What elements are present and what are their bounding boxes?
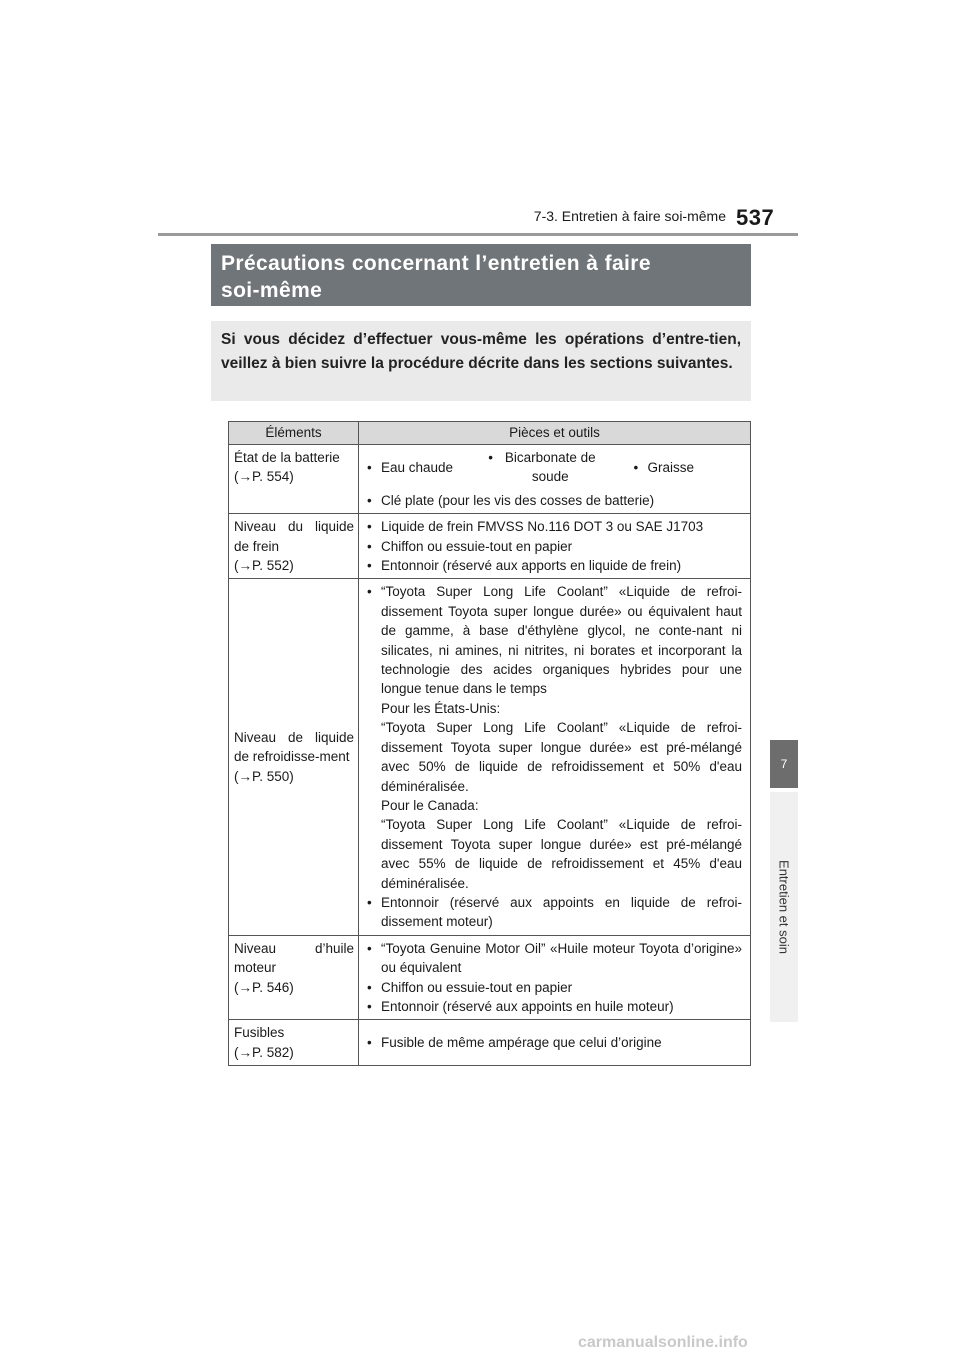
item-cell <box>229 579 359 935</box>
coolant-spec: • “Toyota Super Long Life Coolant” «Liquide de refroi-dissement Toyota super longue durée» ou équivalent haut de gamme, à base d'éthylène glycol, ne conte-nant ni silicates, ni amines, ni nitrites, ni borates et incorporant la technologie des acides organiques hybrides pour une longue tenue dans le temps <box>381 584 742 697</box>
table-row <box>229 514 751 579</box>
parts-cell <box>359 579 751 935</box>
parts-cell <box>359 1020 751 1066</box>
list-item: • Chiffon ou essuie-tout en papier <box>365 537 742 556</box>
page-number: 537 <box>736 205 775 230</box>
list-item: • Graisse <box>631 458 694 477</box>
section-title-line2: soi-même <box>221 279 323 302</box>
list-item: • Eau chaude <box>365 458 453 477</box>
page-reference: (→P. 552) <box>234 558 294 574</box>
table-row <box>229 579 751 935</box>
parts-list <box>365 517 742 575</box>
item-cell <box>229 1020 359 1066</box>
header-items: Éléments <box>229 422 359 445</box>
item-name: Niveau de liquide de refroidisse-ment <box>234 729 354 765</box>
section-title <box>211 244 751 306</box>
item-name: Niveau du liquide de frein <box>234 519 354 554</box>
parts-cell <box>359 935 751 1020</box>
parts-cell <box>359 445 751 514</box>
parts-list <box>365 491 742 510</box>
canada-label: Pour le Canada: <box>381 797 479 813</box>
item-name: Niveau d’huile moteur <box>234 940 354 976</box>
section-header: 7-3. Entretien à faire soi-même <box>533 208 726 224</box>
list-item: • “Toyota Genuine Motor Oil” «Huile moteur Toyota d’origine» ou équivalent <box>365 939 742 978</box>
parts-list <box>365 582 742 931</box>
item-cell <box>229 514 359 579</box>
canada-coolant-spec: “Toyota Super Long Life Coolant” «Liquide de refroi-dissement Toyota super longue durée» est pré-mélangé avec 55% de liquide de refroidissement et 45% d'eau déminéralisée. <box>381 817 742 891</box>
list-item <box>365 582 742 893</box>
table-row <box>229 1020 751 1066</box>
maintenance-table <box>228 421 751 1066</box>
list-item: • Liquide de frein FMVSS No.116 DOT 3 ou SAE J1703 <box>365 517 742 536</box>
list-item: • Entonnoir (réservé aux apports en liquide de frein) <box>365 556 742 575</box>
parts-cell <box>359 514 751 579</box>
list-item: • Fusible de même ampérage que celui d’origine <box>365 1033 742 1052</box>
parts-list <box>365 1033 742 1052</box>
list-item: • Entonnoir (réservé aux appoints en huile moteur) <box>365 997 742 1016</box>
page-reference: (→P. 554) <box>234 469 294 485</box>
item-name: État de la batterie <box>234 450 340 465</box>
list-item: • Entonnoir (réservé aux appoints en liquide de refroi-dissement moteur) <box>365 893 742 932</box>
chapter-tab-text: Entretien et soin <box>776 860 792 954</box>
list-item: • Bicarbonate de soude <box>486 448 598 487</box>
section-title-line1: Précautions concernant l’entretien à faire <box>221 252 651 275</box>
item-cell <box>229 935 359 1020</box>
list-item: • Chiffon ou essuie-tout en papier <box>365 978 742 997</box>
intro-text: Si vous décidez d’effectuer vous-même les opérations d’entre-tien, veillez à bien suivre la procédure décrite dans les sections suivantes. <box>211 321 751 401</box>
table-row <box>229 445 751 514</box>
watermark: carmanualsonline.info <box>578 1334 748 1351</box>
item-name: Fusibles <box>234 1025 285 1041</box>
chapter-tab-number: 7 <box>770 740 798 788</box>
parts-list <box>365 939 742 1017</box>
page-reference: (→P. 546) <box>234 979 294 995</box>
table-header-row <box>229 422 751 445</box>
item-cell <box>229 445 359 514</box>
parts-inline-list <box>365 448 742 487</box>
list-item: • Clé plate (pour les vis des cosses de batterie) <box>365 491 742 510</box>
us-label: Pour les États-Unis: <box>381 700 501 716</box>
page-reference: (→P. 582) <box>234 1044 294 1060</box>
table-row <box>229 935 751 1020</box>
header-parts: Pièces et outils <box>359 422 751 445</box>
header-rule <box>158 233 798 236</box>
page-reference: (→P. 550) <box>234 768 294 784</box>
us-coolant-spec: “Toyota Super Long Life Coolant” «Liquide de refroi-dissement Toyota super longue durée» est pré-mélangé avec 50% de liquide de refroidissement et 50% d'eau déminéralisée. <box>381 720 742 794</box>
chapter-tab-label <box>770 792 798 1022</box>
